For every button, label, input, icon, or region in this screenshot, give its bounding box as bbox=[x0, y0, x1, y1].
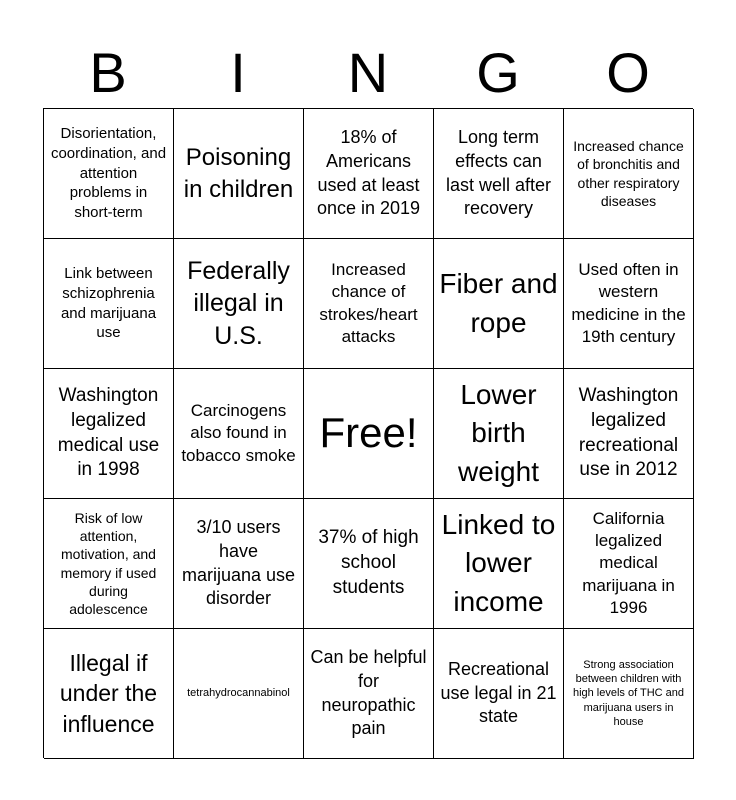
bingo-cell-free[interactable] bbox=[304, 369, 434, 499]
bingo-cell[interactable] bbox=[434, 499, 564, 629]
cell-text: Washington legalized medical use in 1998 bbox=[57, 385, 160, 481]
bingo-cell[interactable] bbox=[434, 239, 564, 369]
bingo-cell[interactable] bbox=[174, 369, 304, 499]
bingo-cell[interactable] bbox=[44, 109, 174, 239]
cell-text: Strong association between children with high levels of THC and marijuana users in house bbox=[572, 658, 685, 728]
bingo-cell[interactable] bbox=[44, 499, 174, 629]
header-letter-i: I bbox=[230, 41, 246, 104]
bingo-cell[interactable] bbox=[564, 369, 694, 499]
cell-text: Linked to lower income bbox=[441, 508, 556, 617]
bingo-cell[interactable] bbox=[564, 499, 694, 629]
cell-text: Poisoning in children bbox=[183, 144, 294, 203]
bingo-cell[interactable] bbox=[304, 629, 434, 759]
cell-text: Long term effects can last well after recovery bbox=[445, 127, 552, 219]
cell-text: 37% of high school students bbox=[318, 527, 419, 598]
cell-text: Washington legalized recreational use in 2012 bbox=[578, 385, 679, 481]
cell-text: Increased chance of strokes/heart attacks bbox=[319, 260, 418, 346]
bingo-cell[interactable] bbox=[564, 239, 694, 369]
cell-text: Recreational use legal in 21 state bbox=[440, 658, 557, 727]
cell-text: Fiber and rope bbox=[439, 267, 558, 338]
header-letter-n: N bbox=[347, 41, 389, 104]
bingo-cell[interactable] bbox=[434, 629, 564, 759]
bingo-cell[interactable] bbox=[174, 499, 304, 629]
header-letter-b: B bbox=[89, 41, 127, 104]
cell-text: Used often in western medicine in the 19th century bbox=[571, 260, 686, 346]
cell-text: Can be helpful for neuropathic pain bbox=[310, 647, 427, 739]
bingo-cell[interactable] bbox=[304, 239, 434, 369]
bingo-cell[interactable] bbox=[304, 109, 434, 239]
cell-text: tetrahydrocannabinol bbox=[187, 687, 290, 700]
bingo-cell[interactable] bbox=[174, 239, 304, 369]
cell-text: Lower birth weight bbox=[458, 378, 539, 487]
cell-text: 18% of Americans used at least once in 2019 bbox=[316, 127, 421, 219]
bingo-cell[interactable] bbox=[174, 109, 304, 239]
bingo-cell[interactable] bbox=[44, 629, 174, 759]
bingo-cell[interactable] bbox=[434, 369, 564, 499]
cell-text: 3/10 users have marijuana use disorder bbox=[181, 517, 296, 609]
bingo-cell[interactable] bbox=[44, 369, 174, 499]
cell-text: Increased chance of bronchitis and other respiratory diseases bbox=[573, 138, 684, 209]
cell-text: Link between schizophrenia and marijuana use bbox=[60, 264, 157, 342]
bingo-cell[interactable] bbox=[564, 629, 694, 759]
bingo-cell[interactable] bbox=[304, 499, 434, 629]
cell-text: Federally illegal in U.S. bbox=[187, 256, 290, 350]
bingo-cell[interactable] bbox=[434, 109, 564, 239]
bingo-grid bbox=[43, 108, 693, 758]
bingo-header bbox=[43, 38, 693, 108]
bingo-cell[interactable] bbox=[174, 629, 304, 759]
header-letter-o: O bbox=[606, 41, 650, 104]
bingo-cell[interactable] bbox=[564, 109, 694, 239]
cell-text: Disorientation, coordination, and attention problems in short-term bbox=[50, 125, 167, 222]
cell-text: California legalized medical marijuana in 1996 bbox=[582, 509, 675, 617]
header-letter-g: G bbox=[476, 41, 520, 104]
cell-text: Risk of low attention, motivation, and memory if used during adolescence bbox=[60, 509, 157, 617]
free-space-text: Free! bbox=[319, 409, 418, 457]
cell-text: Illegal if under the influence bbox=[59, 649, 158, 737]
bingo-cell[interactable] bbox=[44, 239, 174, 369]
cell-text: Carcinogens also found in tobacco smoke bbox=[181, 401, 296, 465]
